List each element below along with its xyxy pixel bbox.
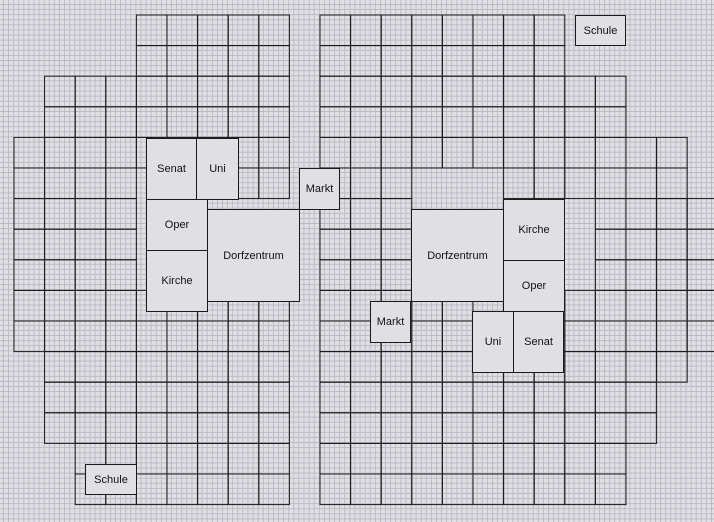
plot-cell[interactable] [320,137,351,168]
plot-cell[interactable] [106,229,137,260]
plot-cell[interactable] [228,443,259,474]
plot-cell[interactable] [504,474,535,505]
plot-cell[interactable] [167,15,198,46]
plot-cell[interactable] [198,15,229,46]
plot-cell[interactable] [442,413,473,444]
plot-cell[interactable] [259,15,290,46]
plot-cell[interactable] [412,474,443,505]
plot-cell[interactable] [259,352,290,383]
plot-cell[interactable] [14,199,45,230]
plot-cell[interactable] [687,290,714,321]
plot-cell[interactable] [504,382,535,413]
plot-cell[interactable] [75,168,106,199]
building-schule-bottom[interactable]: Schule [85,464,137,495]
plot-cell[interactable] [534,413,565,444]
plot-cell[interactable] [14,137,45,168]
plot-cell[interactable] [45,382,76,413]
plot-cell[interactable] [320,413,351,444]
plot-cell[interactable] [351,443,382,474]
plot-cell[interactable] [259,168,290,199]
plot-cell[interactable] [45,168,76,199]
plot-cell[interactable] [442,46,473,77]
plot-cell[interactable] [351,168,382,199]
plot-cell[interactable] [228,352,259,383]
plot-cell[interactable] [75,76,106,107]
plot-cell[interactable] [412,15,443,46]
plot-cell[interactable] [534,168,565,199]
plot-cell[interactable] [167,46,198,77]
plot-cell[interactable] [75,229,106,260]
plot-cell[interactable] [565,474,596,505]
building-schule-top[interactable]: Schule [575,15,626,46]
plot-cell[interactable] [381,260,412,291]
plot-cell[interactable] [595,290,626,321]
plot-cell[interactable] [412,107,443,138]
plot-cell[interactable] [167,107,198,138]
plot-cell[interactable] [626,352,657,383]
plot-cell[interactable] [351,107,382,138]
plot-cell[interactable] [14,290,45,321]
plot-cell[interactable] [45,229,76,260]
plot-cell[interactable] [320,260,351,291]
building-markt-bottom[interactable]: Markt [370,301,411,343]
plot-cell[interactable] [534,443,565,474]
building-markt-top[interactable]: Markt [299,168,340,210]
plot-cell[interactable] [136,321,167,352]
plot-cell[interactable] [381,352,412,383]
plot-cell[interactable] [167,321,198,352]
plot-cell[interactable] [75,290,106,321]
plot-cell[interactable] [595,352,626,383]
plot-cell[interactable] [504,443,535,474]
plot-cell[interactable] [657,290,688,321]
plot-cell[interactable] [442,15,473,46]
plot-cell[interactable] [259,382,290,413]
plot-cell[interactable] [320,229,351,260]
plot-cell[interactable] [626,168,657,199]
plot-cell[interactable] [534,107,565,138]
plot-cell[interactable] [657,137,688,168]
plot-cell[interactable] [657,168,688,199]
plot-cell[interactable] [136,474,167,505]
plot-cell[interactable] [595,168,626,199]
plot-cell[interactable] [167,443,198,474]
plot-cell[interactable] [198,352,229,383]
building-senat-left[interactable]: Senat [146,138,197,200]
plot-cell[interactable] [167,76,198,107]
plot-cell[interactable] [259,46,290,77]
plot-cell[interactable] [14,168,45,199]
plot-cell[interactable] [167,413,198,444]
plot-cell[interactable] [106,321,137,352]
plot-cell[interactable] [351,15,382,46]
plot-cell[interactable] [381,46,412,77]
plot-cell[interactable] [687,199,714,230]
plot-cell[interactable] [198,443,229,474]
plot-cell[interactable] [381,168,412,199]
plot-cell[interactable] [320,290,351,321]
plot-cell[interactable] [45,413,76,444]
plot-cell[interactable] [259,137,290,168]
plot-cell[interactable] [45,107,76,138]
plot-cell[interactable] [381,474,412,505]
plot-cell[interactable] [381,229,412,260]
plot-cell[interactable] [228,76,259,107]
building-kirche-right[interactable]: Kirche [503,199,565,261]
plot-cell[interactable] [320,382,351,413]
plot-cell[interactable] [351,413,382,444]
plot-cell[interactable] [320,474,351,505]
plot-cell[interactable] [198,321,229,352]
plot-cell[interactable] [595,474,626,505]
plot-cell[interactable] [565,321,596,352]
plot-cell[interactable] [473,107,504,138]
plot-cell[interactable] [136,443,167,474]
plot-cell[interactable] [504,107,535,138]
plot-cell[interactable] [565,290,596,321]
plot-cell[interactable] [75,137,106,168]
plot-cell[interactable] [136,15,167,46]
plot-cell[interactable] [504,76,535,107]
plot-cell[interactable] [442,76,473,107]
plot-cell[interactable] [351,382,382,413]
building-senat-right[interactable]: Senat [513,311,564,373]
plot-cell[interactable] [167,474,198,505]
plot-cell[interactable] [198,46,229,77]
plot-cell[interactable] [320,76,351,107]
plot-cell[interactable] [595,137,626,168]
plot-cell[interactable] [442,443,473,474]
plot-cell[interactable] [442,474,473,505]
plot-cell[interactable] [351,199,382,230]
plot-cell[interactable] [534,137,565,168]
plot-cell[interactable] [198,382,229,413]
plot-cell[interactable] [75,199,106,230]
plot-cell[interactable] [75,382,106,413]
plot-cell[interactable] [504,137,535,168]
plot-cell[interactable] [351,229,382,260]
plot-cell[interactable] [504,15,535,46]
plot-cell[interactable] [351,474,382,505]
plot-cell[interactable] [136,382,167,413]
plot-cell[interactable] [45,260,76,291]
plot-cell[interactable] [657,321,688,352]
plot-cell[interactable] [442,137,473,168]
plot-cell[interactable] [228,382,259,413]
plot-cell[interactable] [320,321,351,352]
plot-cell[interactable] [106,352,137,383]
building-uni-left[interactable]: Uni [196,138,239,200]
plot-cell[interactable] [45,199,76,230]
plot-cell[interactable] [442,382,473,413]
plot-cell[interactable] [687,321,714,352]
plot-cell[interactable] [381,15,412,46]
plot-cell[interactable] [351,352,382,383]
plot-cell[interactable] [534,76,565,107]
plot-cell[interactable] [412,443,443,474]
plot-cell[interactable] [381,382,412,413]
plot-cell[interactable] [45,321,76,352]
plot-cell[interactable] [136,107,167,138]
plot-cell[interactable] [381,443,412,474]
plot-cell[interactable] [412,321,443,352]
plot-cell[interactable] [687,229,714,260]
plot-cell[interactable] [412,46,443,77]
plot-cell[interactable] [595,321,626,352]
plot-cell[interactable] [565,168,596,199]
plot-cell[interactable] [106,413,137,444]
building-oper-right[interactable]: Oper [503,260,565,312]
plot-cell[interactable] [259,474,290,505]
plot-cell[interactable] [198,107,229,138]
plot-cell[interactable] [657,199,688,230]
plot-cell[interactable] [473,443,504,474]
plot-cell[interactable] [14,229,45,260]
plot-cell[interactable] [75,107,106,138]
plot-cell[interactable] [473,413,504,444]
plot-cell[interactable] [381,199,412,230]
plot-cell[interactable] [75,321,106,352]
plot-cell[interactable] [565,76,596,107]
plot-cell[interactable] [595,76,626,107]
plot-cell[interactable] [595,413,626,444]
plot-cell[interactable] [106,290,137,321]
plot-cell[interactable] [595,443,626,474]
plot-cell[interactable] [626,229,657,260]
plot-cell[interactable] [106,76,137,107]
building-uni-right[interactable]: Uni [472,311,514,373]
plot-cell[interactable] [626,199,657,230]
plot-cell[interactable] [626,413,657,444]
plot-cell[interactable] [228,15,259,46]
building-dorfzentrum-right[interactable]: Dorfzentrum [411,209,504,302]
plot-cell[interactable] [442,352,473,383]
plot-cell[interactable] [687,260,714,291]
plot-cell[interactable] [320,46,351,77]
plot-cell[interactable] [534,15,565,46]
plot-cell[interactable] [565,107,596,138]
plot-cell[interactable] [75,352,106,383]
plot-cell[interactable] [473,382,504,413]
plot-cell[interactable] [534,46,565,77]
building-kirche-left[interactable]: Kirche [146,250,208,312]
building-oper-left[interactable]: Oper [146,199,208,251]
plot-cell[interactable] [565,413,596,444]
plot-cell[interactable] [136,76,167,107]
plot-cell[interactable] [14,321,45,352]
plot-cell[interactable] [504,413,535,444]
plot-cell[interactable] [351,76,382,107]
plot-cell[interactable] [412,137,443,168]
plot-cell[interactable] [45,352,76,383]
plot-cell[interactable] [136,46,167,77]
plot-cell[interactable] [534,474,565,505]
plot-cell[interactable] [45,137,76,168]
plot-cell[interactable] [595,382,626,413]
plot-cell[interactable] [626,290,657,321]
plot-cell[interactable] [259,413,290,444]
plot-cell[interactable] [228,474,259,505]
plot-cell[interactable] [106,107,137,138]
plot-cell[interactable] [320,107,351,138]
building-dorfzentrum-left[interactable]: Dorfzentrum [207,209,300,302]
plot-cell[interactable] [657,260,688,291]
plot-cell[interactable] [228,321,259,352]
plot-cell[interactable] [106,137,137,168]
plot-cell[interactable] [351,46,382,77]
plot-cell[interactable] [75,413,106,444]
plot-cell[interactable] [504,46,535,77]
plot-cell[interactable] [228,413,259,444]
plot-cell[interactable] [626,137,657,168]
plot-cell[interactable] [534,382,565,413]
plot-cell[interactable] [473,474,504,505]
plot-cell[interactable] [45,290,76,321]
plot-cell[interactable] [412,352,443,383]
plot-cell[interactable] [228,107,259,138]
plot-cell[interactable] [626,382,657,413]
plot-cell[interactable] [565,137,596,168]
plot-cell[interactable] [473,76,504,107]
plot-cell[interactable] [381,413,412,444]
plot-cell[interactable] [565,352,596,383]
plot-cell[interactable] [412,413,443,444]
plot-cell[interactable] [320,443,351,474]
plot-cell[interactable] [259,443,290,474]
plot-cell[interactable] [626,321,657,352]
plot-cell[interactable] [259,107,290,138]
plot-cell[interactable] [381,137,412,168]
plot-cell[interactable] [412,382,443,413]
plot-cell[interactable] [657,229,688,260]
plot-cell[interactable] [167,352,198,383]
plot-cell[interactable] [228,46,259,77]
plot-cell[interactable] [442,107,473,138]
plot-cell[interactable] [565,443,596,474]
plot-cell[interactable] [167,382,198,413]
plot-cell[interactable] [442,321,473,352]
plot-cell[interactable] [381,76,412,107]
plot-cell[interactable] [504,168,535,199]
plot-cell[interactable] [595,229,626,260]
plot-cell[interactable] [473,137,504,168]
plot-cell[interactable] [106,199,137,230]
plot-cell[interactable] [351,260,382,291]
plot-cell[interactable] [320,352,351,383]
plot-cell[interactable] [75,260,106,291]
plot-cell[interactable] [14,260,45,291]
plot-cell[interactable] [136,352,167,383]
plot-cell[interactable] [136,413,167,444]
plot-cell[interactable] [45,76,76,107]
plot-cell[interactable] [381,107,412,138]
plot-cell[interactable] [595,199,626,230]
plot-cell[interactable] [259,76,290,107]
plot-cell[interactable] [198,413,229,444]
plot-cell[interactable] [351,137,382,168]
plot-cell[interactable] [626,260,657,291]
plot-cell[interactable] [595,260,626,291]
plot-cell[interactable] [106,382,137,413]
plot-cell[interactable] [106,260,137,291]
plot-cell[interactable] [657,352,688,383]
plot-cell[interactable] [106,168,137,199]
plot-cell[interactable] [473,46,504,77]
plot-cell[interactable] [473,15,504,46]
plot-cell[interactable] [412,76,443,107]
plot-cell[interactable] [595,107,626,138]
plot-cell[interactable] [259,321,290,352]
plot-cell[interactable] [565,382,596,413]
plot-cell[interactable] [320,15,351,46]
plot-cell[interactable] [198,474,229,505]
plot-cell[interactable] [198,76,229,107]
